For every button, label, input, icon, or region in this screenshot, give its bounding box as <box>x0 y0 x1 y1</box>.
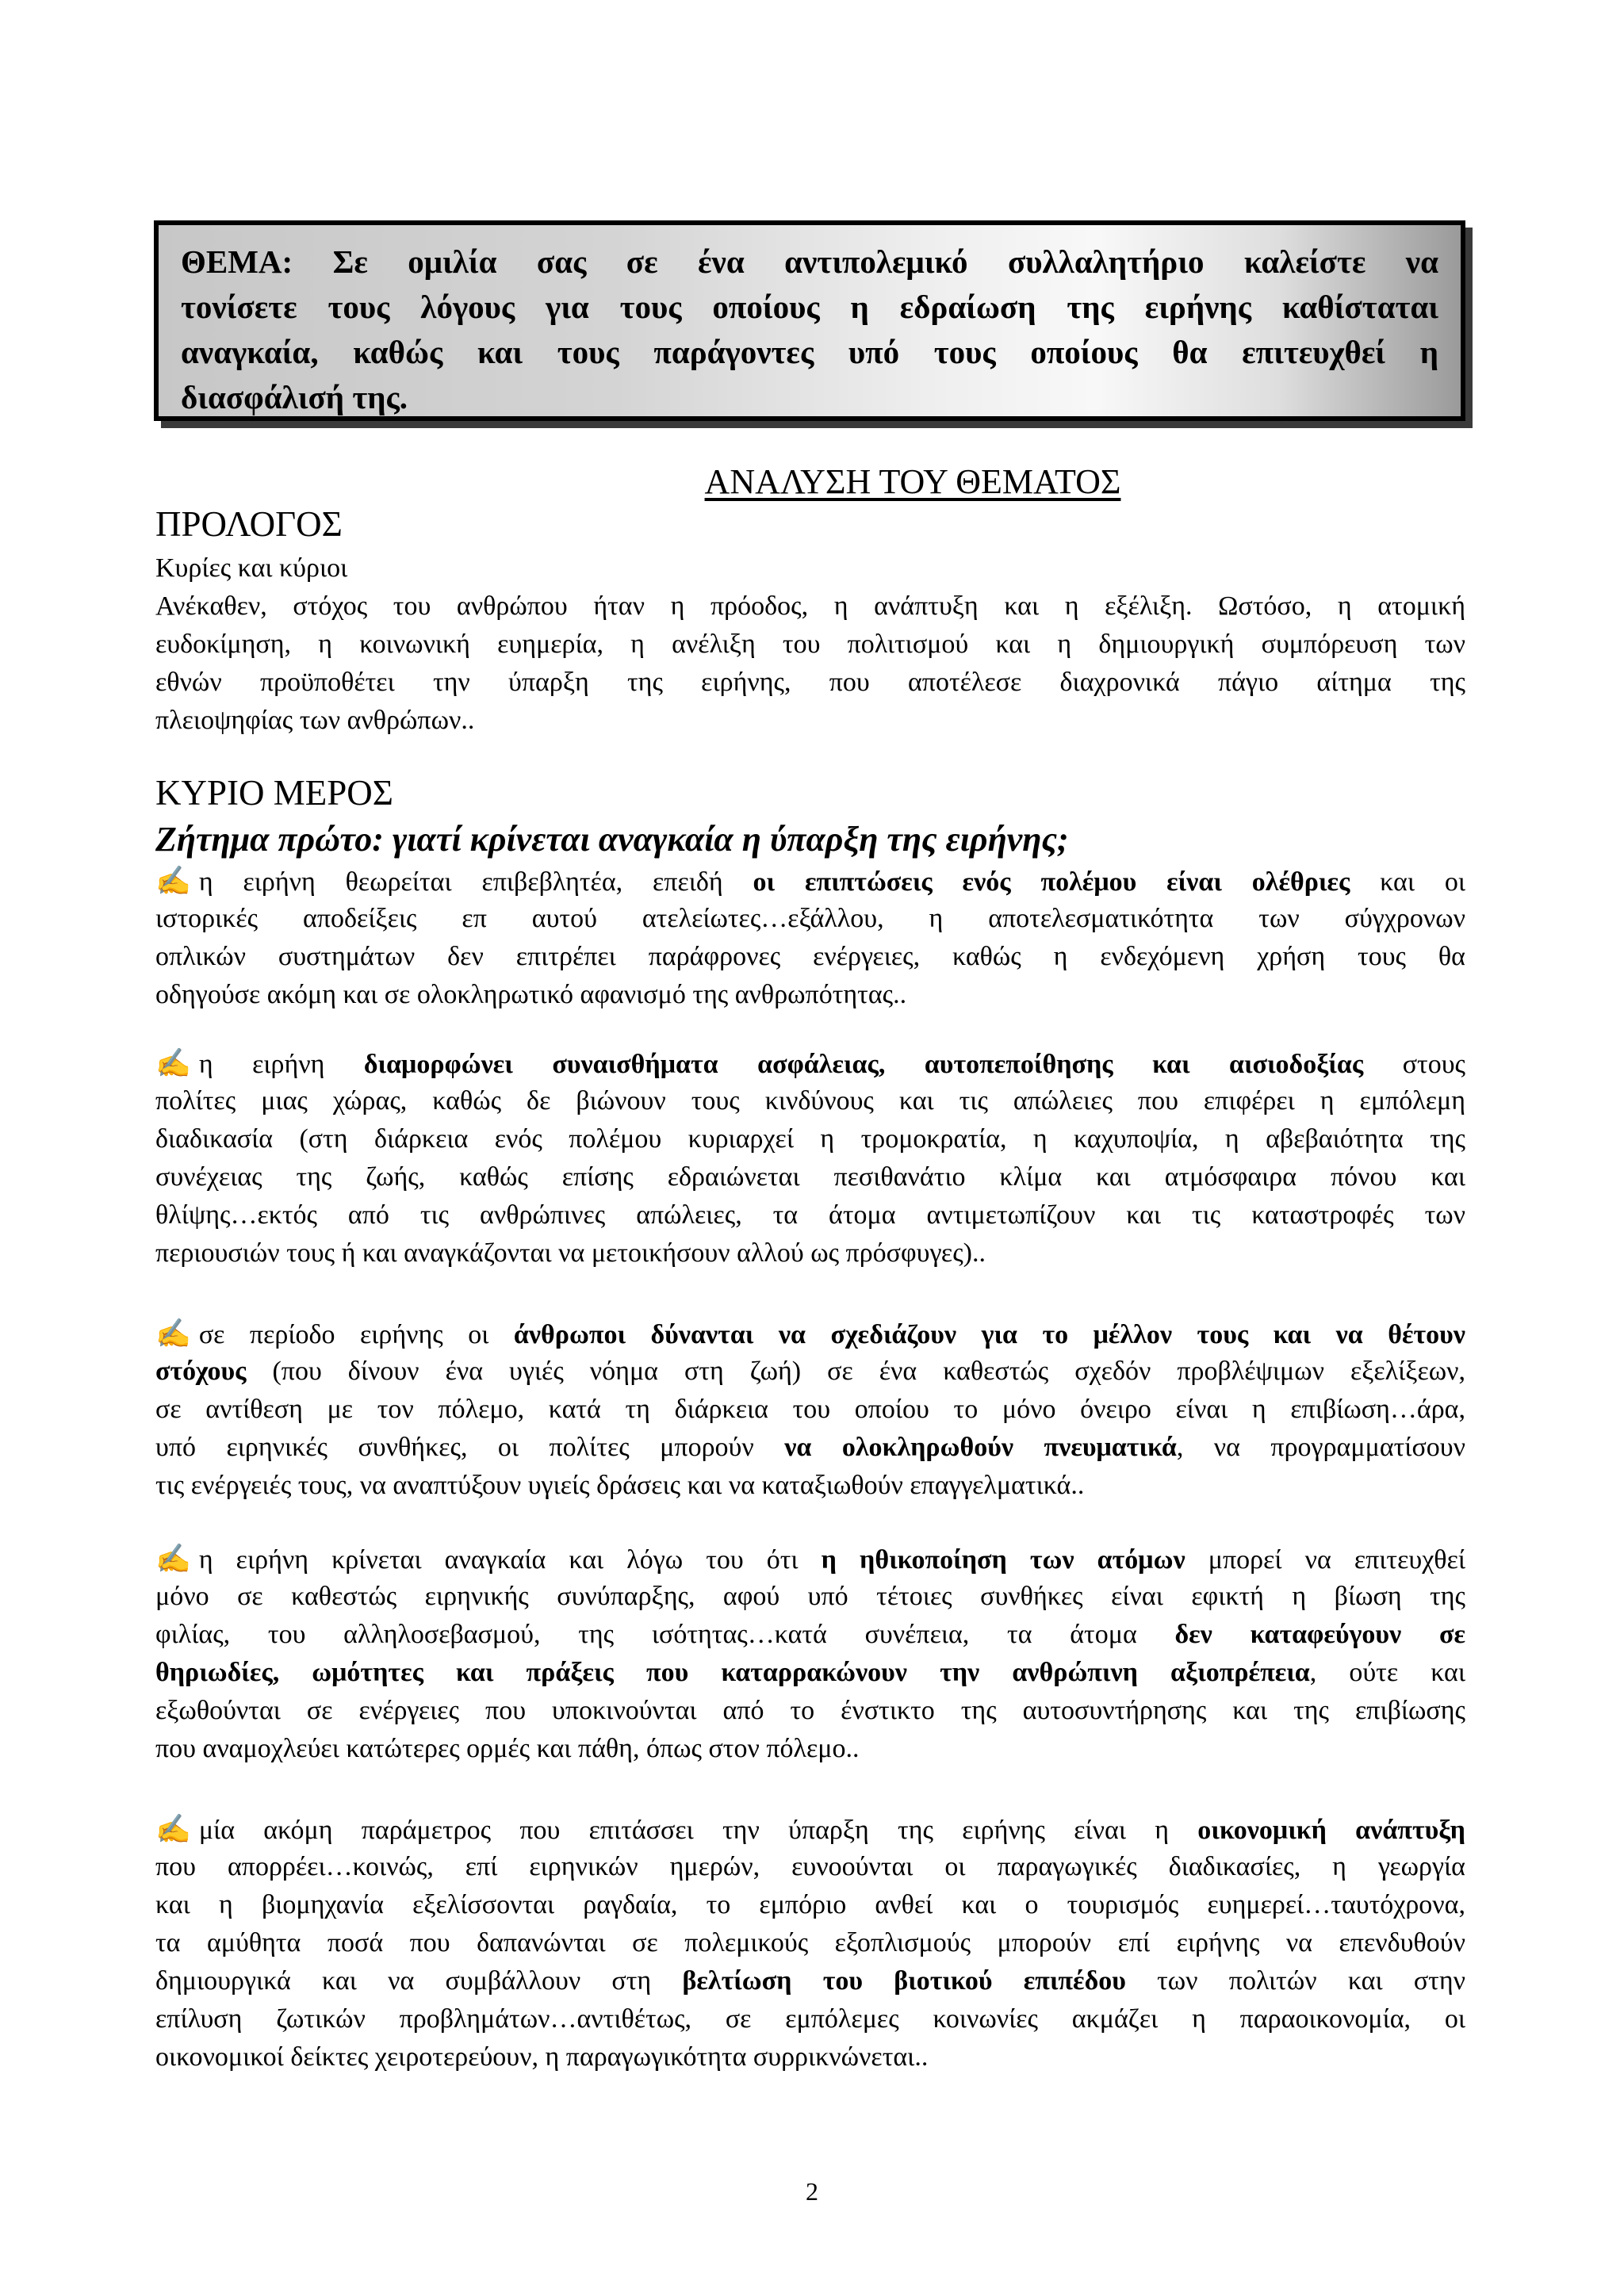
prologue-greeting: Κυρίες και κύριοι <box>155 553 348 583</box>
bullet-paragraph-3 <box>155 1314 1465 1505</box>
main-subheading: Ζήτημα πρώτο: γιατί κρίνεται αναγκαία η ύπαρξη της ειρήνης; <box>155 820 1069 859</box>
text-line: ✍ η ειρήνη κρίνεται αναγκαία και λόγω του ότι η ηθικοποίηση των ατόμων μπορεί να επιτευχθεί <box>155 1540 1465 1578</box>
writing-hand-icon: ✍ <box>155 1047 191 1079</box>
text-line: ✍ σε περίοδο ειρήνης οι άνθρωποι δύνανται να σχεδιάζουν για το μέλλον τους και να θέτουν <box>155 1314 1465 1353</box>
bullet-paragraph-4 <box>155 1540 1465 1768</box>
text-line: στόχους (που δίνουν ένα υγιές νόημα στη ζωή) σε ένα καθεστώς σχεδόν προβλέψιμων εξελίξεων, <box>155 1357 1465 1386</box>
topic-line: αναγκαία, καθώς και τους παράγοντες υπό τους οποίους θα επιτευχθεί η <box>181 334 1438 370</box>
prologue-paragraph <box>155 587 1465 740</box>
writing-hand-icon: ✍ <box>155 1543 191 1575</box>
text-line: ✍ η ειρήνη θεωρείται επιβεβλητέα, επειδή οι επιπτώσεις ενός πολέμου είναι ολέθριες και οι <box>155 862 1465 900</box>
text-line: που αναμοχλεύει κατώτερες ορμές και πάθη, όπως στον πόλεμο.. <box>155 1734 860 1763</box>
text-line: οδηγούσε ακόμη και σε ολοκληρωτικό αφανισμό της ανθρωπότητας.. <box>155 980 907 1009</box>
prologue-heading: ΠΡΟΛΟΓΟΣ <box>155 504 343 544</box>
text-line: υπό ειρηνικές συνθήκες, οι πολίτες μπορούν να ολοκληρωθούν πνευματικά, να προγραμματίσουν <box>155 1433 1465 1462</box>
text-line: πλειοψηφίας των ανθρώπων.. <box>155 706 475 735</box>
bullet-paragraph-2 <box>155 1044 1465 1272</box>
text-line: ευδοκίμηση, η κοινωνική ευημερία, η ανέλιξη του πολιτισμού και η δημιουργική συμπόρευση των <box>155 629 1465 659</box>
text-line: εξωθούνται σε ενέργειες που υποκινούνται από το ένστικτο της αυτοσυντήρησης και της επιβίωσης <box>155 1696 1465 1725</box>
text-line: τα αμύθητα ποσά που δαπανώνται σε πολεμικούς εξοπλισμούς μπορούν επί ειρήνης να επενδυθούν <box>155 1928 1465 1957</box>
text-line: τις ενέργειές τους, να αναπτύξουν υγιείς δράσεις και να καταξιωθούν επαγγελματικά.. <box>155 1471 1085 1500</box>
page-number: 2 <box>806 2177 818 2206</box>
text-line: περιουσιών τους ή και αναγκάζονται να μετοικήσουν αλλού ως πρόσφυγες).. <box>155 1238 986 1268</box>
writing-hand-icon: ✍ <box>155 865 191 897</box>
bullet-paragraph-1 <box>155 862 1465 1014</box>
analysis-title: ΑΝΑΛΥΣΗ ΤΟΥ ΘΕΜΑΤΟΣ <box>704 462 1121 501</box>
main-heading: ΚΥΡΙΟ ΜΕΡΟΣ <box>155 773 393 813</box>
text-line: δημιουργικά και να συμβάλλουν στη βελτίωση του βιοτικού επιπέδου των πολιτών και στην <box>155 1966 1466 1996</box>
text-line: Ανέκαθεν, στόχος του ανθρώπου ήταν η πρόοδος, η ανάπτυξη και η εξέλιξη. Ωστόσο, η ατομική <box>155 591 1465 621</box>
topic-box <box>154 220 1465 421</box>
text-line: θλίψης…εκτός από τις ανθρώπινες απώλειες, τα άτομα αντιμετωπίζουν και τις καταστροφές των <box>155 1200 1465 1230</box>
text-line: που απορρέει…κοινώς, επί ειρηνικών ημερών, ευνοούνται οι παραγωγικές διαδικασίες, η γεωργία <box>155 1852 1465 1881</box>
text-line: οπλικών συστημάτων δεν επιτρέπει παράφρονες ενέργειες, καθώς η ενδεχόμενη χρήση τους θα <box>155 942 1465 971</box>
text-line: σε αντίθεση με τον πόλεμο, κατά τη διάρκεια του οποίου το μόνο όνειρο είναι η επιβίωση…άρα, <box>155 1395 1465 1424</box>
text-line: συνέχειας της ζωής, καθώς επίσης εδραιώνεται πεσιθανάτιο κλίμα και ατμόσφαιρα πόνου και <box>155 1162 1465 1192</box>
text-line: και η βιομηχανία εξελίσσονται ραγδαία, το εμπόριο ανθεί και ο τουρισμός ευημερεί…ταυτόχρονα, <box>155 1890 1465 1919</box>
text-line: μόνο σε καθεστώς ειρηνικής συνύπαρξης, αφού υπό τέτοιες συνθήκες είναι εφικτή η βίωση της <box>155 1582 1465 1611</box>
text-line: διαδικασία (στη διάρκεια ενός πολέμου κυριαρχεί η τρομοκρατία, η καχυποψία, η αβεβαιότητα της <box>155 1124 1465 1154</box>
text-line: επίλυση ζωτικών προβλημάτων…αντιθέτως, σε εμπόλεμες κοινωνίες ακμάζει η παραοικονομία, οι <box>155 2004 1465 2034</box>
topic-line: ΘΕΜΑ: Σε ομιλία σας σε ένα αντιπολεμικό συλλαλητήριο καλείστε να <box>181 243 1438 280</box>
text-line: ✍ η ειρήνη διαμορφώνει συναισθήματα ασφάλειας, αυτοπεποίθησης και αισιοδοξίας στους <box>155 1044 1465 1082</box>
bullet-paragraph-5 <box>155 1810 1465 2076</box>
writing-hand-icon: ✍ <box>155 1813 191 1845</box>
writing-hand-icon: ✍ <box>155 1318 191 1349</box>
text-line: πολίτες μιας χώρας, καθώς δε βιώνουν τους κινδύνους και τις απώλειες που επιφέρει η εμπόλεμη <box>155 1086 1465 1115</box>
topic-line: τονίσετε τους λόγους για τους οποίους η εδραίωση της ειρήνης καθίσταται <box>181 289 1438 325</box>
text-line: ✍ μία ακόμη παράμετρος που επιτάσσει την ύπαρξη της ειρήνης είναι η οικονομική ανάπτυξη <box>155 1810 1465 1848</box>
text-line: ιστορικές αποδείξεις επ αυτού ατελείωτες…εξάλλου, η αποτελεσματικότητα των σύγχρονων <box>155 904 1465 933</box>
text-line: φιλίας, του αλληλοσεβασμού, της ισότητας…κατά συνέπεια, τα άτομα δεν καταφεύγουν σε <box>155 1620 1465 1649</box>
text-line: θηριωδίες, ωμότητες και πράξεις που καταρρακώνουν την ανθρώπινη αξιοπρέπεια, ούτε και <box>155 1658 1465 1687</box>
topic-line: διασφάλισή της. <box>181 379 408 415</box>
text-line: οικονομικοί δείκτες χειροτερεύουν, η παραγωγικότητα συρρικνώνεται.. <box>155 2042 929 2072</box>
text-line: εθνών προϋποθέτει την ύπαρξη της ειρήνης, που αποτέλεσε διαχρονικά πάγιο αίτημα της <box>155 668 1465 697</box>
